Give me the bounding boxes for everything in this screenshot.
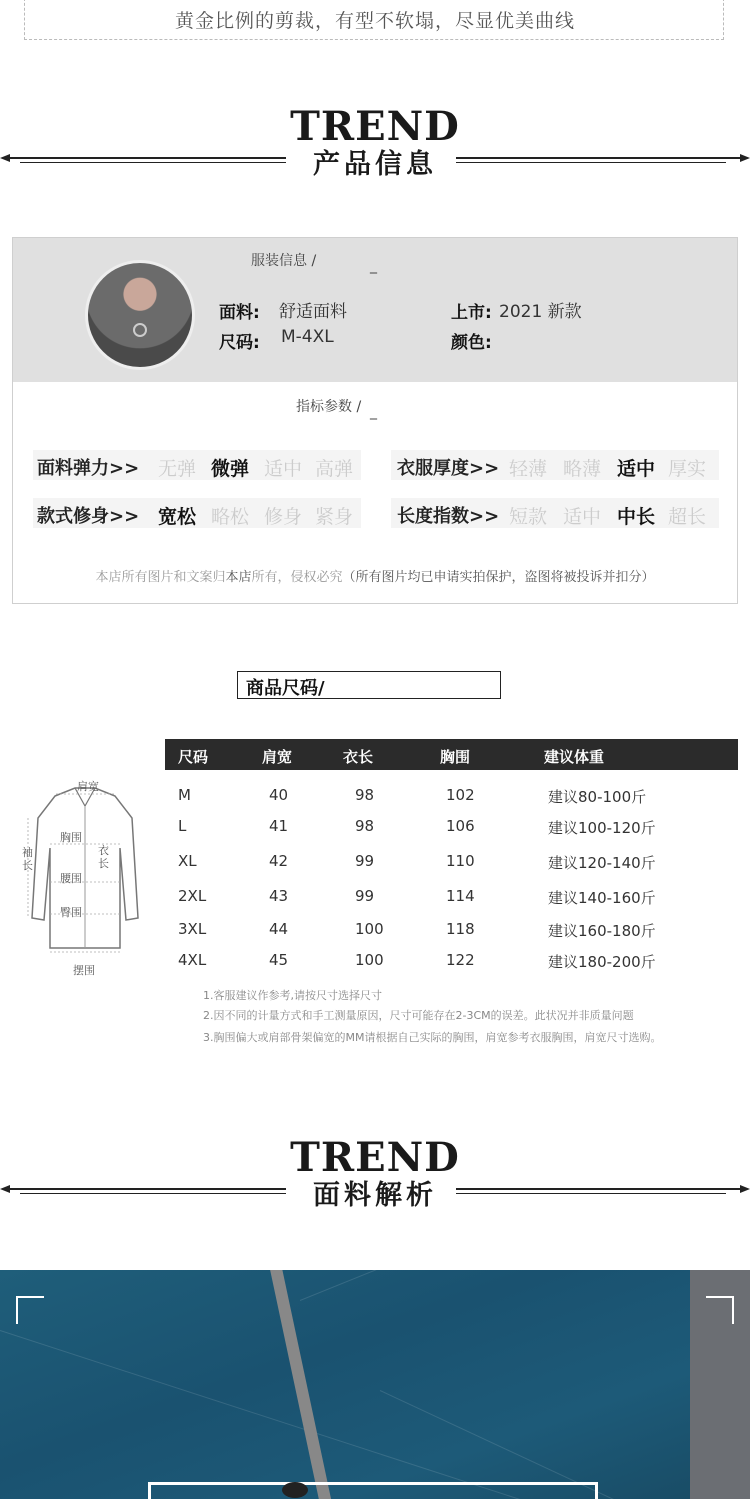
size-cell: 102 <box>446 786 475 804</box>
fabric-strap <box>268 1270 334 1499</box>
size-cell: 建议100-120斤 <box>548 819 656 837</box>
copyright-part: 所有，侵权必究 <box>251 570 343 585</box>
param-option: 略薄 <box>563 458 602 480</box>
launch-value: 2021 新款 <box>499 302 582 322</box>
size-label: 尺码: <box>219 333 260 353</box>
collar-photo <box>85 260 195 370</box>
size-cell: 110 <box>446 852 475 870</box>
diagram-label-waist: 腰围 <box>60 872 82 885</box>
size-cell: 99 <box>355 887 375 905</box>
diagram-label-shoulder: 肩宽 <box>77 780 99 793</box>
param-option: 高弹 <box>315 458 354 480</box>
size-cell: 100 <box>355 920 384 938</box>
rule-left <box>8 1188 286 1190</box>
copyright-part: 本店所有图片和文案归 <box>95 570 226 585</box>
param-option: 适中 <box>264 458 303 480</box>
snap-button <box>282 1482 308 1498</box>
param-option-selected: 中长 <box>617 506 656 528</box>
slogan-text: 黄金比例的剪裁，有型不软塌，尽显优美曲线 <box>174 10 575 32</box>
size-cell: 42 <box>269 852 289 870</box>
size-cell: 43 <box>269 887 289 905</box>
diagram-label-chest: 胸围 <box>60 831 82 844</box>
size-cell: 106 <box>446 817 475 835</box>
fabric-value: 舒适面料 <box>279 302 347 322</box>
size-cell-label: 2XL <box>178 887 207 905</box>
diagram-label-hip: 臀围 <box>60 906 82 919</box>
section-dash: _ <box>370 258 377 274</box>
diagram-label-sleeve: 袖长 <box>22 846 33 872</box>
size-cell: 40 <box>269 786 289 804</box>
rule-right <box>456 157 740 159</box>
product-info-card <box>12 237 738 604</box>
table-header-shoulder: 肩宽 <box>262 748 293 766</box>
param-option: 短款 <box>509 506 548 528</box>
param-label-elasticity: 面料弹力>> <box>37 458 140 479</box>
rule-left <box>8 157 286 159</box>
table-header-size: 尺码 <box>178 748 209 766</box>
size-cell: 41 <box>269 817 289 835</box>
rule-left-thin <box>20 1193 286 1194</box>
param-option: 超长 <box>668 506 707 528</box>
param-option-selected: 微弹 <box>211 458 250 480</box>
size-cell: 99 <box>355 852 375 870</box>
size-cell-label: XL <box>178 852 197 870</box>
rule-right <box>456 1188 740 1190</box>
size-note-2: 2.因不同的计量方式和手工测量原因，尺寸可能存在2-3CM的误差。此状况并非质量问题 <box>203 1009 634 1022</box>
size-section-title: 商品尺码/ <box>246 678 325 699</box>
size-cell: 100 <box>355 951 384 969</box>
rule-right-thin <box>456 162 726 163</box>
rule-arrow-right-icon <box>740 1185 750 1193</box>
param-option: 略松 <box>211 506 250 528</box>
zipper-ring-icon <box>133 323 147 337</box>
fabric-inset-frame <box>148 1482 598 1499</box>
table-header-chest: 胸围 <box>440 748 471 766</box>
size-cell-label: 3XL <box>178 920 207 938</box>
size-note-3: 3.胸围偏大或肩部骨架偏宽的MM请根据自己实际的胸围，肩宽参考衣服胸围，肩宽尺寸选购。 <box>203 1031 662 1044</box>
param-label-thickness: 衣服厚度>> <box>397 458 500 479</box>
size-cell: 建议80-100斤 <box>548 788 647 806</box>
diagram-label-hem: 摆围 <box>73 964 95 977</box>
corner-bracket-icon <box>16 1296 44 1324</box>
param-option: 适中 <box>563 506 602 528</box>
params-dash: _ <box>370 404 377 420</box>
coat-size-diagram <box>20 778 150 978</box>
param-option: 修身 <box>264 506 303 528</box>
launch-label: 上市: <box>451 303 492 323</box>
size-cell: 建议140-160斤 <box>548 889 656 907</box>
fabric-label: 面料: <box>219 303 260 323</box>
copyright-part: 本店 <box>225 570 252 585</box>
size-cell: 122 <box>446 951 475 969</box>
corner-bracket-icon <box>706 1296 734 1324</box>
size-cell: 建议160-180斤 <box>548 922 656 940</box>
rule-right-thin <box>456 1193 726 1194</box>
fabric-photo <box>0 1270 750 1499</box>
size-note-1: 1.客服建议作参考,请按尺寸选择尺寸 <box>203 989 382 1002</box>
size-cell-label: 4XL <box>178 951 207 969</box>
param-label-length: 长度指数>> <box>397 506 500 527</box>
param-label-fit: 款式修身>> <box>37 506 140 527</box>
size-cell: 98 <box>355 786 375 804</box>
size-cell: 45 <box>269 951 289 969</box>
size-cell: 118 <box>446 920 475 938</box>
param-option-selected: 宽松 <box>158 506 197 528</box>
size-title-box <box>237 671 501 699</box>
size-cell-label: L <box>178 817 187 835</box>
param-option: 无弹 <box>158 458 197 480</box>
size-cell: 44 <box>269 920 289 938</box>
trend-title: TREND <box>290 103 460 150</box>
param-option-selected: 适中 <box>617 458 656 480</box>
section-title-fabric: 面料解析 <box>313 1180 437 1211</box>
size-cell: 98 <box>355 817 375 835</box>
param-option: 紧身 <box>315 506 354 528</box>
size-cell: 114 <box>446 887 475 905</box>
table-header-length: 衣长 <box>343 748 374 766</box>
size-cell-label: M <box>178 786 191 804</box>
size-cell: 建议180-200斤 <box>548 953 656 971</box>
section-label-garment: 服装信息 / <box>251 253 317 269</box>
rule-left-thin <box>20 162 286 163</box>
diagram-label-length: 衣长 <box>98 844 109 870</box>
size-cell: 建议120-140斤 <box>548 854 656 872</box>
trend-title: TREND <box>290 1134 460 1181</box>
fabric-stitch <box>300 1270 671 1301</box>
size-value: M-4XL <box>281 327 334 347</box>
section-label-params: 指标参数 / <box>296 399 362 415</box>
param-option: 轻薄 <box>509 458 548 480</box>
param-option: 厚实 <box>668 458 707 480</box>
rule-arrow-right-icon <box>740 154 750 162</box>
copyright-notice <box>13 566 737 585</box>
copyright-part: （所有图片均已申请实拍保护，盗图将被投诉并扣分） <box>342 570 655 585</box>
color-label: 颜色: <box>451 333 492 353</box>
table-header-weight: 建议体重 <box>544 748 605 766</box>
section-title-product-info: 产品信息 <box>313 149 437 180</box>
